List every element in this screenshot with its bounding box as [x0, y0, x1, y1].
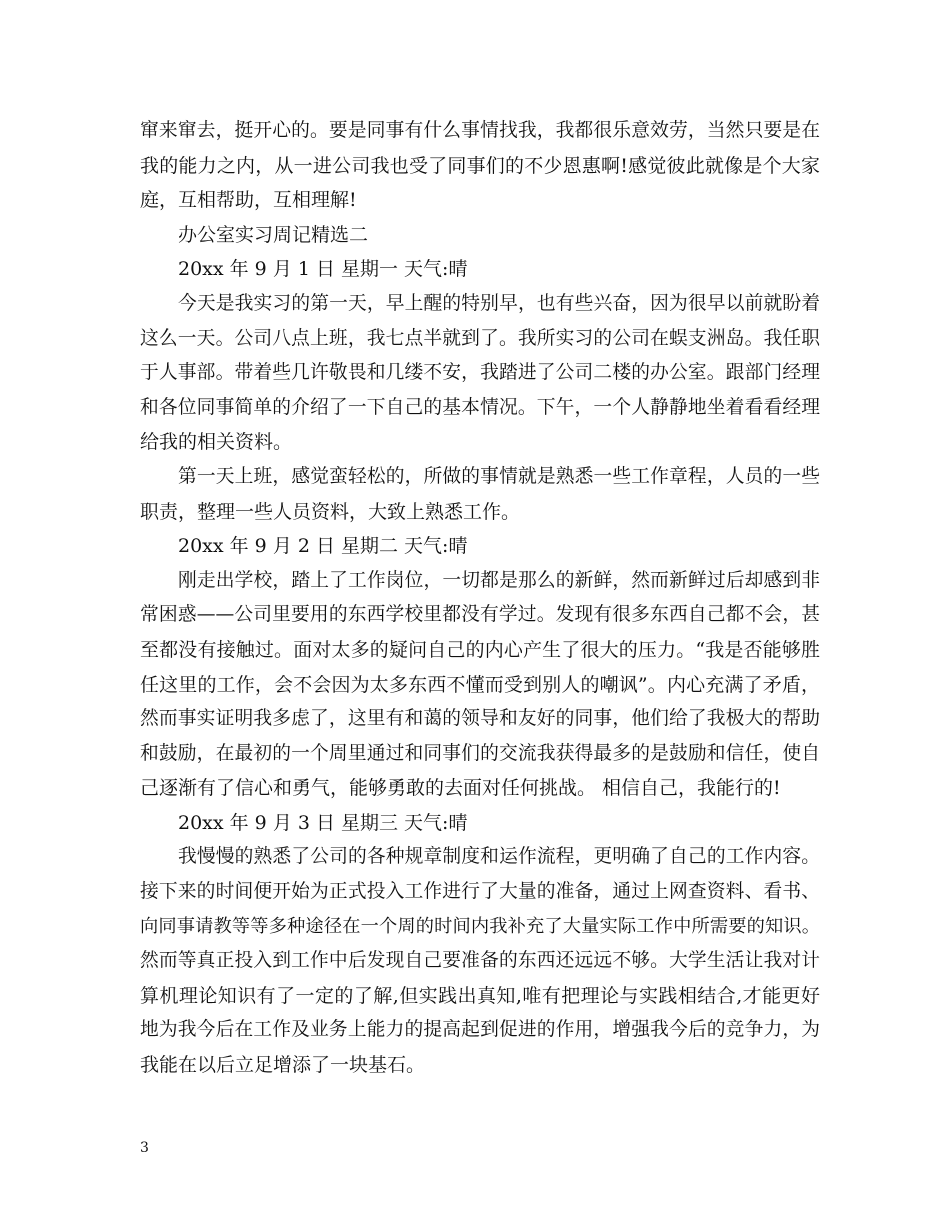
text-line: 至都没有接触过。面对太多的疑问自己的内心产生了很大的压力。“我是否能够胜 — [140, 638, 820, 661]
text-line: 常困惑——公司里要用的东西学校里都没有学过。发现有很多东西自己都不会，甚 — [140, 604, 820, 626]
diary-date-line: 20xx 年 9 月 2 日 星期二 天气:晴 — [178, 535, 468, 558]
section-heading: 办公室实习周记精选二 — [178, 223, 369, 246]
text-line: 和鼓励，在最初的一个周里通过和同事们的交流我获得最多的是鼓励和信任，使自 — [140, 742, 820, 764]
text-line: 我能在以后立足增添了一块基石。 — [140, 1054, 426, 1077]
diary-date-line: 20xx 年 9 月 3 日 星期三 天气:晴 — [178, 811, 468, 834]
text-line: 庭，互相帮助，互相理解! — [140, 189, 357, 212]
document-body — [140, 114, 820, 1083]
text-line: 今天是我实习的第一天，早上醒的特别早，也有些兴奋，因为很早以前就盼着 — [178, 292, 820, 314]
text-line: 算机理论知识有了一定的了解,但实践出真知,唯有把理论与实践相结合,才能更好 — [140, 984, 820, 1007]
text-line: 窜来窜去，挺开心的。要是同事有什么事情找我，我都很乐意效劳，当然只要是在 — [140, 120, 820, 141]
text-line: 于人事部。带着些几许敬畏和几缕不安，我踏进了公司二楼的办公室。跟部门经理 — [140, 362, 820, 384]
text-line: 我慢慢的熟悉了公司的各种规章制度和运作流程，更明确了自己的工作内容。 — [178, 846, 820, 868]
text-line: 职责，整理一些人员资料，大致上熟悉工作。 — [140, 500, 521, 523]
text-line: 向同事请教等等多种途径在一个周的时间内我补充了大量实际工作中所需要的知识。 — [140, 915, 820, 937]
text-line: 接下来的时间便开始为正式投入工作进行了大量的准备，通过上网查资料、看书、 — [140, 881, 820, 903]
text-line: 第一天上班，感觉蛮轻松的，所做的事情就是熟悉一些工作章程，人员的一些 — [178, 465, 820, 487]
text-line: 任这里的工作，会不会因为太多东西不懂而受到别人的嘲讽”。内心充满了矛盾， — [140, 673, 820, 696]
diary-date-line: 20xx 年 9 月 1 日 星期一 天气:晴 — [178, 258, 468, 281]
text-line: 己逐渐有了信心和勇气，能够勇敢的去面对任何挑战。 相信自己，我能行的! — [140, 777, 781, 800]
text-line: 和各位同事简单的介绍了一下自己的基本情况。下午，一个人静静地坐着看看经理 — [140, 396, 820, 418]
text-line: 然而等真正投入到工作中后发现自己要准备的东西还远远不够。大学生活让我对计 — [140, 950, 820, 972]
text-line: 我的能力之内，从一进公司我也受了同事们的不少恩惠啊!感觉彼此就像是个大家 — [140, 154, 820, 177]
text-line: 地为我今后在工作及业务上能力的提高起到促进的作用，增强我今后的竞争力，为 — [140, 1019, 820, 1041]
text-line: 刚走出学校，踏上了工作岗位，一切都是那么的新鲜，然而新鲜过后却感到非 — [178, 569, 820, 591]
text-line: 然而事实证明我多虑了，这里有和蔼的领导和友好的同事，他们给了我极大的帮助 — [140, 708, 820, 730]
text-line: 这么一天。公司八点上班，我七点半就到了。我所实习的公司在蜈支洲岛。我任职 — [140, 327, 820, 349]
page-number: 3 — [140, 1140, 149, 1156]
text-line: 给我的相关资料。 — [140, 431, 293, 454]
